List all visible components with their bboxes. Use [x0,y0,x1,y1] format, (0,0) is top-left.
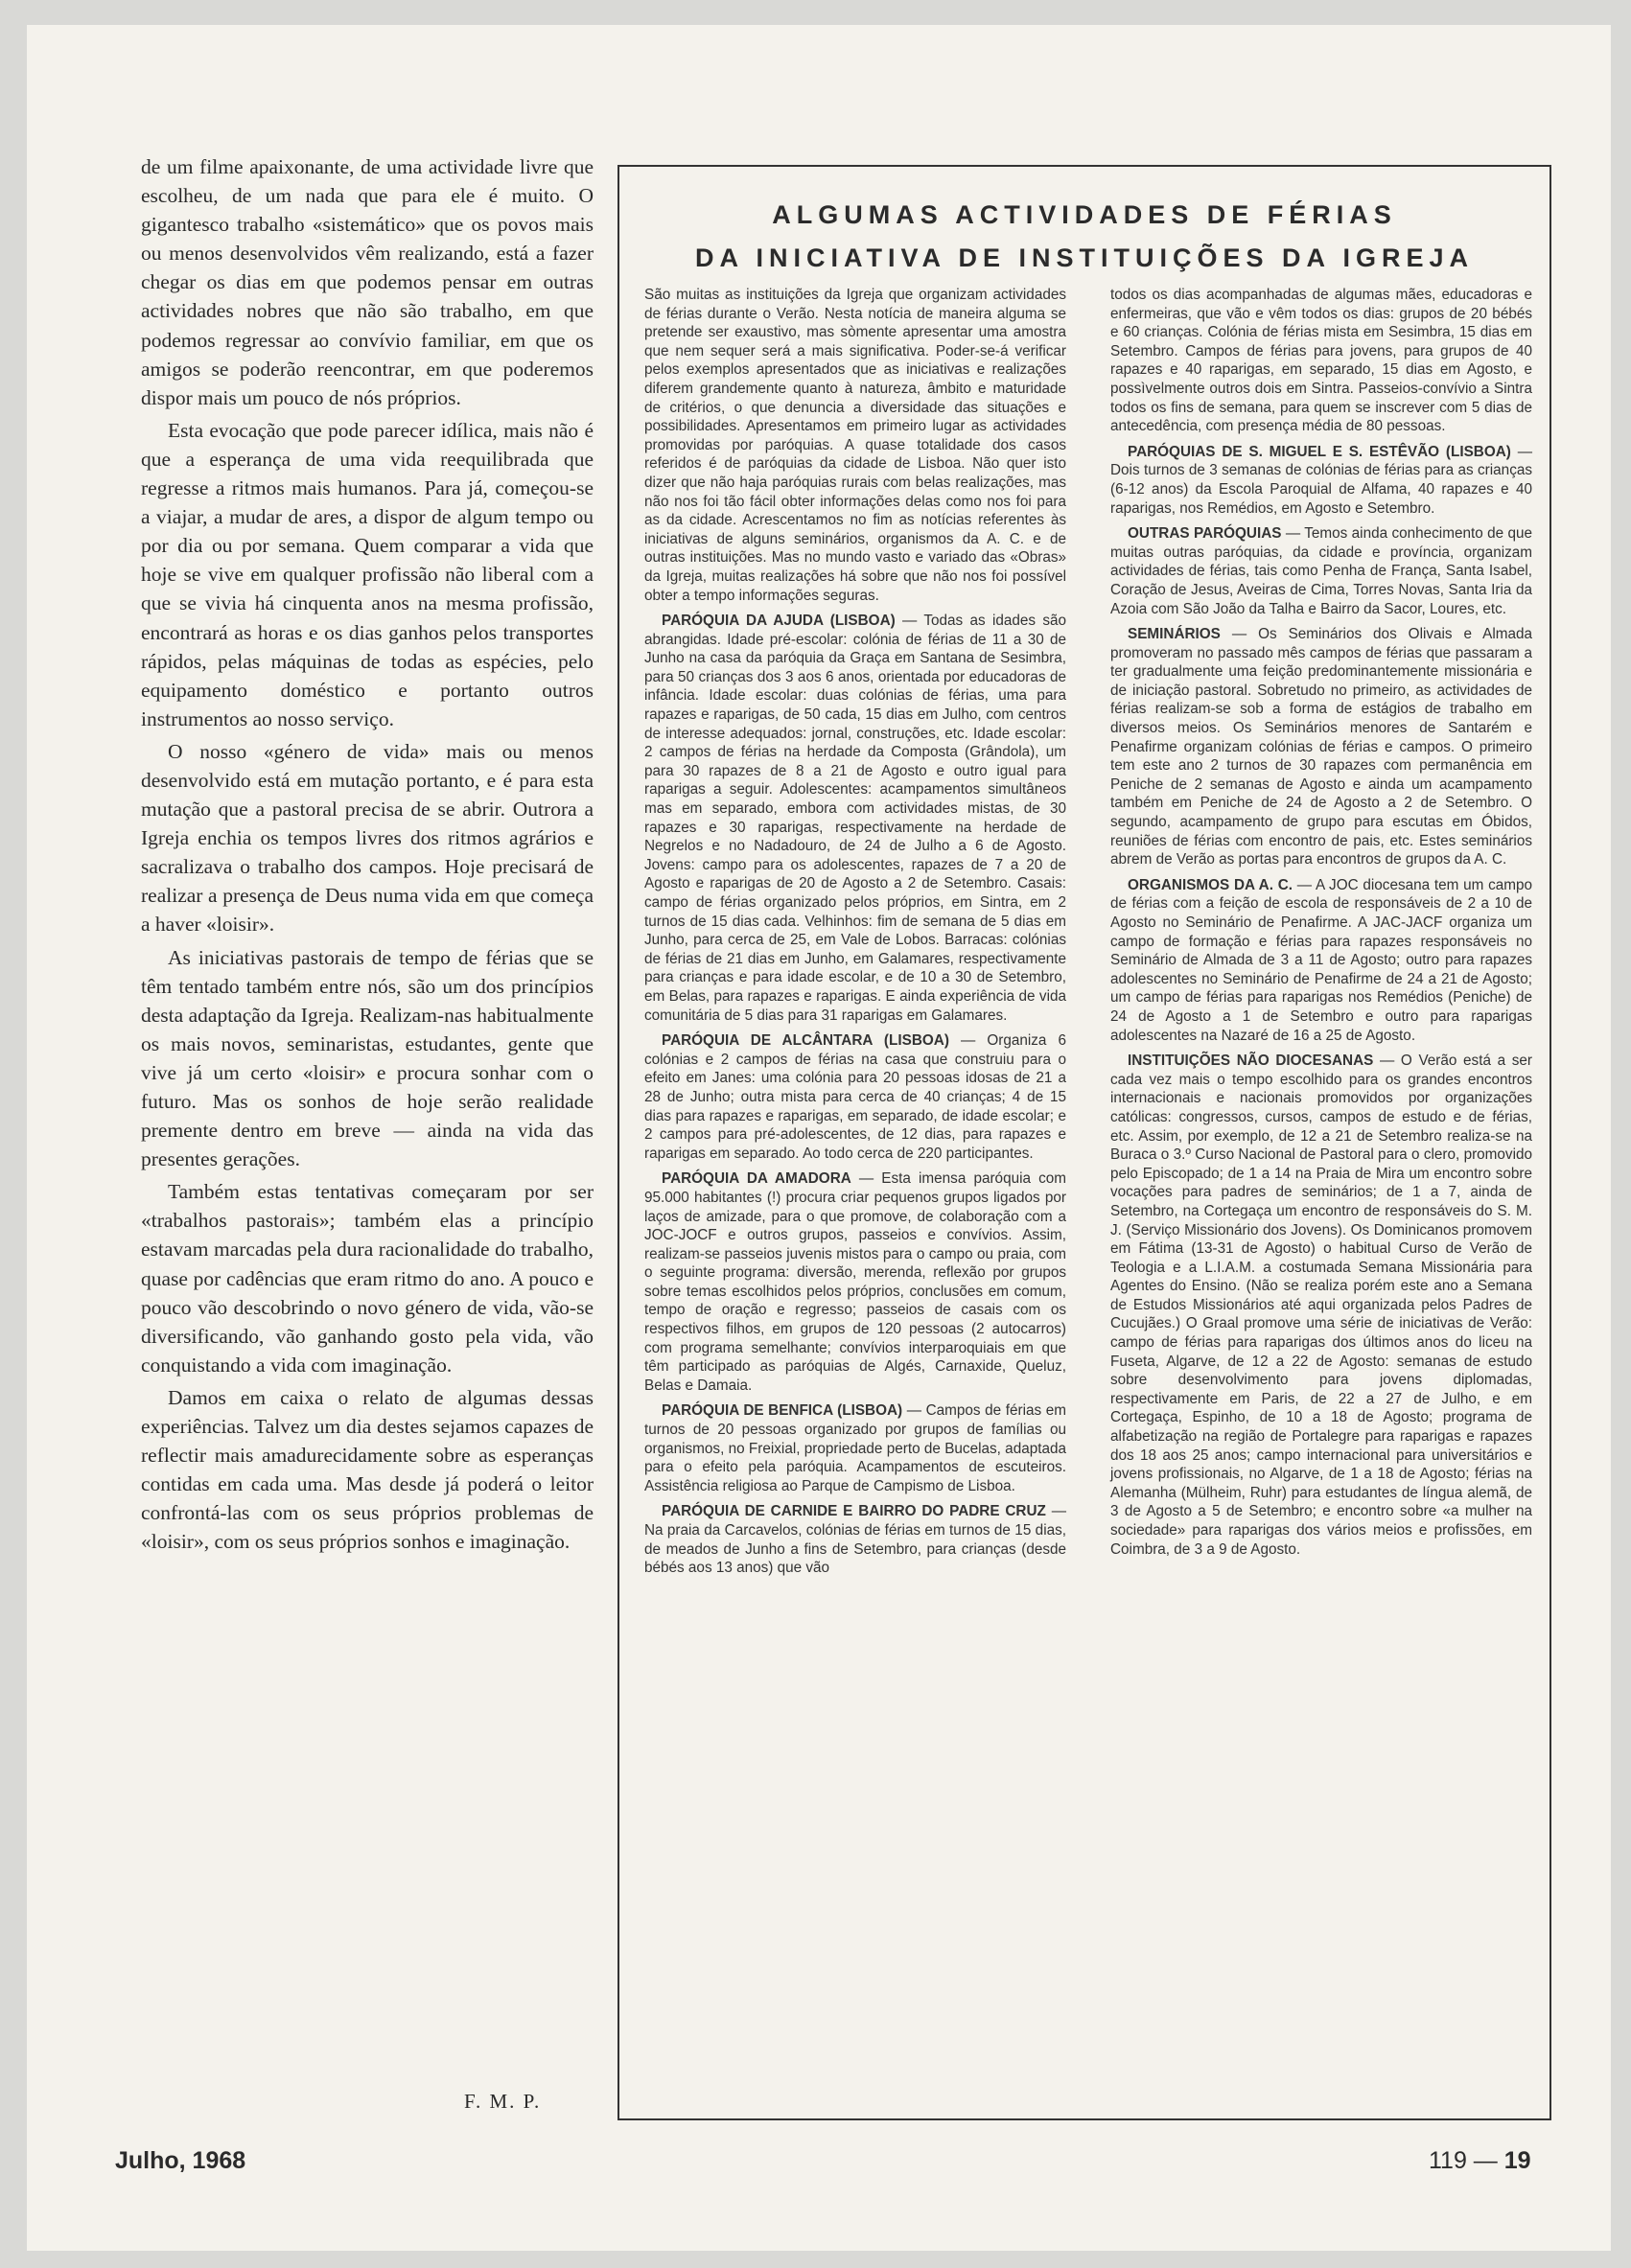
entry-text: — Todas as idades são abrangidas. Idade pré-escolar: colónia de férias de 11 a 30 de Junho na casa da paróquia da Graça em Santana de Sesimbra, para 50 crianças dos 3 aos 6 anos, orientada por educadoras de infância. Idade escolar: duas colónias de férias, uma para rapazes e raparigas, de 50 cada, 15 dias em Julho, com centros de interesse adequados: jornal, construções, etc. Idade escolar: 2 campos de férias na herdade da Composta (Grândola), um para 30 rapazes de 8 a 21 de Agosto e outro igual para raparigas a seguir. Adolescentes: acampamentos simultâneos mas em separado, embora com actividades mistas, de 30 rapazes e 30 raparigas, respectivamente na herdade de Negrelos e no Nadadouro, de 24 de Julho a 6 de Agosto. Jovens: campo para os adolescentes, rapazes de 7 a 20 de Agosto e raparigas de 20 de Agosto a 2 de Setembro. Casais: campo de férias organizado pelos próprios, em Sintra, em 2 turnos de 15 dias cada. Velhinhos: fim de semana de 5 dias em Junho, para cerca de 25, em Vale de Lobos. Barracas: colónias de férias de 21 dias em Junho, em Galamares, respectivamente para crianças e para idade escolar, e de 10 a 30 de Setembro, em Belas, para rapazes e raparigas. E ainda experiência de vida comunitária de 5 dias para 31 raparigas em Galamares. [644,613,1066,1024]
box-entry [1110,443,1532,518]
article-paragraph: Esta evocação que pode parecer idílica, mais não é que a esperança de uma vida reequilibrada que regresse a ritmos mais humanos. Para já, começou-se a viajar, a mudar de ares, a dispor de algum tempo ou por dia ou por semana. Quem comparar a vida que hoje se vive em qualquer profissão não liberal com a que se vivia há cinquenta anos na mesma profissão, encontrará as horas e os dias ganhos pelos transportes rápidos, pelas máquinas de todas as espécies, pelo equipamento doméstico e portanto outros instrumentos ao nosso serviço. [141,418,594,730]
entry-text: — Os Seminários dos Olivais e Almada promoveram no passado mês campos de férias que passaram a ter gradualmente uma feição predominantemente missionária e de iniciação pastoral. Sobretudo no primeiro, as actividades de férias realizam-se sob a forma de estágios de trabalho em diversos meios. Os Seminários menores de Santarém e Penafirme organizam colónias de férias e campos. O primeiro tem este ano 2 turnos de 30 rapazes com permanência em Peniche de 2 semanas de Agosto e ainda um acampamento também em Peniche de 24 de Agosto a 2 de Setembro. O segundo, acampamento de grupo para escutas em Óbidos, reuniões de férias com encontro de pais, etc. Estes seminários abrem de Verão as portas para encontros de grupos da A. C. [1110,626,1532,868]
entry-heading: OUTRAS PARÓQUIAS [1128,525,1282,543]
entry-text: São muitas as instituições da Igreja que organizam actividades de férias durante o Verão. Nesta notícia de maneira alguma se pretende ser exaustivo, mas sòmente apresentar uma amostra que nem sequer será a mais significativa. Poder-se-á verificar pelos exemplos apresentados que as iniciativas e realizações diferem grandemente quanto à natureza, âmbito e maturidade de critérios, o que denuncia a diversidade das situações e possibilidades. Apresentamos em primeiro lugar as actividades promovidas por paróquias. A quase totalidade dos casos referidos é de paróquias da cidade de Lisboa. Não quer isto dizer que não haja paróquias rurais com belas realizações, mas não nos foi tão fácil obter informações delas como nos foi para as da cidade. Acrescentamos no fim as notícias referentes às iniciativas de alguns seminários, organismos da A. C. e de outras instituições. Mas no mundo vasto e variado das «Obras» da Igreja, muitas realizações há sobre que não nos foi possível obter a tempo informações seguras. [644,287,1066,604]
article-paragraph: As iniciativas pastorais de tempo de férias que se têm tentado também entre nós, são um dos princípios desta adaptação da Igreja. Realizam-nas habitualmente os mais novos, seminaristas, estudantes, gente que vive já um certo «loisir» e procura sonhar com o futuro. Mas os sonhos de hoje serão realidade premente dentro em breve — ainda na vida das presentes gerações. [141,945,594,1171]
entry-text: — Campos de férias em turnos de 20 pessoas organizado por grupos de famílias ou organismos, no Freixial, propriedade perto de Bucelas, adaptada para o efeito pela paróquia. Acampamentos de escuteiros. Assistência religiosa ao Parque de Campismo de Lisboa. [644,1402,1066,1494]
box-entry [644,612,1066,1025]
page-number-total: 119 — [1429,2147,1498,2174]
entry-heading: PARÓQUIA DE BENFICA (LISBOA) [662,1402,903,1420]
box-title-line-2: DA INICIATIVA DE INSTITUIÇÕES DA IGREJA [694,243,1475,272]
article-paragraph: Também estas tentativas começaram por ser «trabalhos pastorais»; também elas a princípio estavam marcadas pela dura racionalidade do trabalho, quase por cadências que eram ritmo do ano. A pouco e pouco vão descobrindo o novo género de vida, vão-se diversificando, vão ganhando gosto pela vida, vão conquistando a vida com imaginação. [141,1180,594,1377]
box-column-left [644,286,1066,1585]
box-title [619,194,1549,280]
box-entry [1110,1052,1532,1559]
page-number [1429,2147,1531,2175]
box-entry [644,1401,1066,1495]
entry-heading: INSTITUIÇÕES NÃO DIOCESANAS [1128,1053,1374,1070]
entry-heading: SEMINÁRIOS [1128,626,1221,643]
article-paragraph: Damos em caixa o relato de algumas dessas experiências. Talvez um dia destes sejamos capazes de reflectir mais amadurecidamente sobre as esperanças contidas em cada uma. Mas desde já poderá o leitor confrontá-las com os seus próprios problemas de «loisir», com os seus próprios sonhos e imaginação. [141,1385,594,1554]
box-entry [644,1169,1066,1395]
entry-text: — Na praia da Carcavelos, colónias de férias em turnos de 15 dias, de meados de Junho a fins de Setembro, para crianças (desde bébés aos 13 anos) que vão [644,1503,1067,1577]
entry-text: — A JOC diocesana tem um campo de férias com a feição de escola de responsáveis de 2 a 10 de Agosto no Seminário de Penafirme. A JAC-JACF organiza um campo de formação e férias para rapazes responsáveis no Seminário de Almada de 3 a 11 de Agosto; outro para rapazes adolescentes no Seminário de Penafirme de 24 a 21 de Agosto; um campo de férias para raparigas nos Remédios (Peniche) de 24 de Agosto a 1 de Setembro e outro para raparigas adolescentes na Nazaré de 16 a 25 de Agosto. [1110,876,1532,1044]
entry-text: — Esta imensa paróquia com 95.000 habitantes (!) procura criar pequenos grupos ligados por laços de amizade, para o que promove, de colaboração com a JOC-JOCF e outros grupos, passeios e convívios. Assim, realizam-se passeios juvenis mistos para o campo ou praia, com o seguinte programa: diversão, merenda, reflexão por grupos sobre temas escolhidos pelos próprios, conclusões em comum, tempo de oração e regresso; passeios de casais com os respectivos filhos, em grupos de 120 pessoas (2 autocarros) com programa semelhante; convívios interparoquiais em que têm participado as paróquias de Algés, Carnaxide, Queluz, Belas e Damaia. [644,1170,1066,1394]
box-entry [1110,876,1532,1045]
page-sheet [27,25,1611,2251]
entry-text: — Temos ainda conhecimento de que muitas outras paróquias, da cidade e província, organizam actividades de férias, tais como Penha de França, Santa Isabel, Coração de Jesus, Aveiras de Cima, Torres Novas, Santa Iria da Azoia com São João da Talha e Bairro da Sacor, Loures, etc. [1110,525,1532,617]
sidebar-box [617,165,1551,2120]
entry-heading: PARÓQUIAS DE S. MIGUEL E S. ESTÊVÃO (LISBOA) [1128,443,1511,460]
box-entry [644,286,1066,605]
page-number-issue: 19 [1503,2147,1531,2174]
box-entry [644,1502,1066,1577]
box-entry [1110,625,1532,869]
entry-heading: PARÓQUIA DE ALCÂNTARA (LISBOA) [662,1032,949,1050]
box-entry [1110,286,1532,436]
author-signature: F. M. P. [464,2090,542,2113]
article-column [141,152,594,1561]
entry-heading: PARÓQUIA DE CARNIDE E BAIRRO DO PADRE CRUZ [662,1503,1046,1520]
box-entry [1110,524,1532,618]
entry-heading: PARÓQUIA DA AMADORA [662,1170,851,1188]
entry-text: todos os dias acompanhadas de algumas mães, educadoras e enfermeiras, que vão e vêm todos os dias: grupos de 20 bébés e 60 crianças. Colónia de férias mista em Sesimbra, 15 dias em Setembro. Campos de férias para jovens, para grupos de 40 rapazes e 40 raparigas, em separado, 15 dias em Agosto, e possìvelmente outros dois em Sintra. Passeios-convívio a Sintra todos os fins de semana, para quem se inscrever com 5 dias de antecedência, com presença média de 80 pessoas. [1110,287,1532,435]
box-column-right [1110,286,1532,1565]
article-paragraph: O nosso «género de vida» mais ou menos desenvolvido está em mutação portanto, e é para esta mutação que a pastoral precisa de se abrir. Outrora a Igreja enchia os tempos livres dos ritmos agrários e sacralizava o trabalho dos campos. Hoje precisará de realizar a presença de Deus numa vida em que começa a haver «loisir». [141,739,594,937]
entry-text: — O Verão está a ser cada vez mais o tempo escolhido para os grandes encontros internacionais e nacionais promovidos por organizações católicas: congressos, cursos, campos de estudo e de férias, etc. Assim, por exemplo, de 12 a 21 de Setembro realiza-se na Buraca o 3.º Curso Nacional de Pastoral para o clero, promovido pelo Episcopado; de 1 a 14 na Praia de Mira um encontro sobre vocações para padres de seminários; de 1 a 7, ainda de Setembro, na Cortegaça um encontro de responsáveis do S. M. J. (Serviço Missionário dos Jovens). Os Dominicanos promovem em Fátima (13-31 de Agosto) o habitual Curso de Verão de Teologia e a L.I.A.M. a costumada Semana Missionária para Agentes do Ensino. (Não se realiza porém este ano a Semana de Estudos Missionários até aqui organizada pelos Padres de Cucujães.) O Graal promove uma série de iniciativas de Verão: campo de férias para raparigas dos últimos anos do liceu na Fuseta, Algarve, de 12 a 22 de Agosto: semanas de estudo sobre desenvolvimento para jovens diplomadas, respectivamente em Paris, de 22 a 27 de Julho, e em Cortegaça, Espinho, de 10 a 18 de Agosto; programa de alfabetização na região de Portalegre para raparigas e rapazes dos 18 aos 25 anos; campo internacional para universitários e jovens profissionais, no Algarve, de 1 a 18 de Agosto; férias na Alemanha (Mülheim, Ruhr) para estudantes de língua alemã, de 3 de Agosto a 5 de Setembro; e encontro sobre «a mulher na sociedade» para raparigas dos vários meios e profissões, em Coimbra, de 3 a 9 de Agosto. [1110,1053,1532,1558]
box-entry [644,1031,1066,1163]
entry-heading: PARÓQUIA DA AJUDA (LISBOA) [662,613,896,630]
entry-text: — Organiza 6 colónias e 2 campos de férias na casa que construiu para o efeito em Janes: uma colónia para 20 pessoas idosas de 21 a 28 de Junho; outra mista para cerca de 40 crianças; 4 de 15 dias para rapazes e raparigas, em separado, de idade escolar; e 2 campos para pré-adolescentes, de 12 dias, para rapazes e raparigas em separado. Ao todo cerca de 220 participantes. [644,1032,1066,1162]
article-paragraph: de um filme apaixonante, de uma actividade livre que escolheu, de um nada que para ele é muito. O gigantesco trabalho «sistemático» que os povos mais ou menos desenvolvidos vêm realizando, está a fazer chegar os dias em que podemos pensar em outras actividades nobres que não são trabalho, em que podemos regressar ao convívio familiar, em que os amigos se poderão reencontrar, em que poderemos dispor mais um pouco de nós próprios. [141,155,594,409]
box-title-line-1: ALGUMAS ACTIVIDADES DE FÉRIAS [772,200,1397,229]
entry-heading: ORGANISMOS DA A. C. [1128,876,1293,893]
issue-date: Julho, 1968 [115,2147,246,2174]
entry-text: — Dois turnos de 3 semanas de colónias de férias para as crianças (6-12 anos) da Escola Paroquial de Alfama, 40 rapazes e 40 raparigas, nos Remédios, em Agosto e Setembro. [1110,443,1533,517]
